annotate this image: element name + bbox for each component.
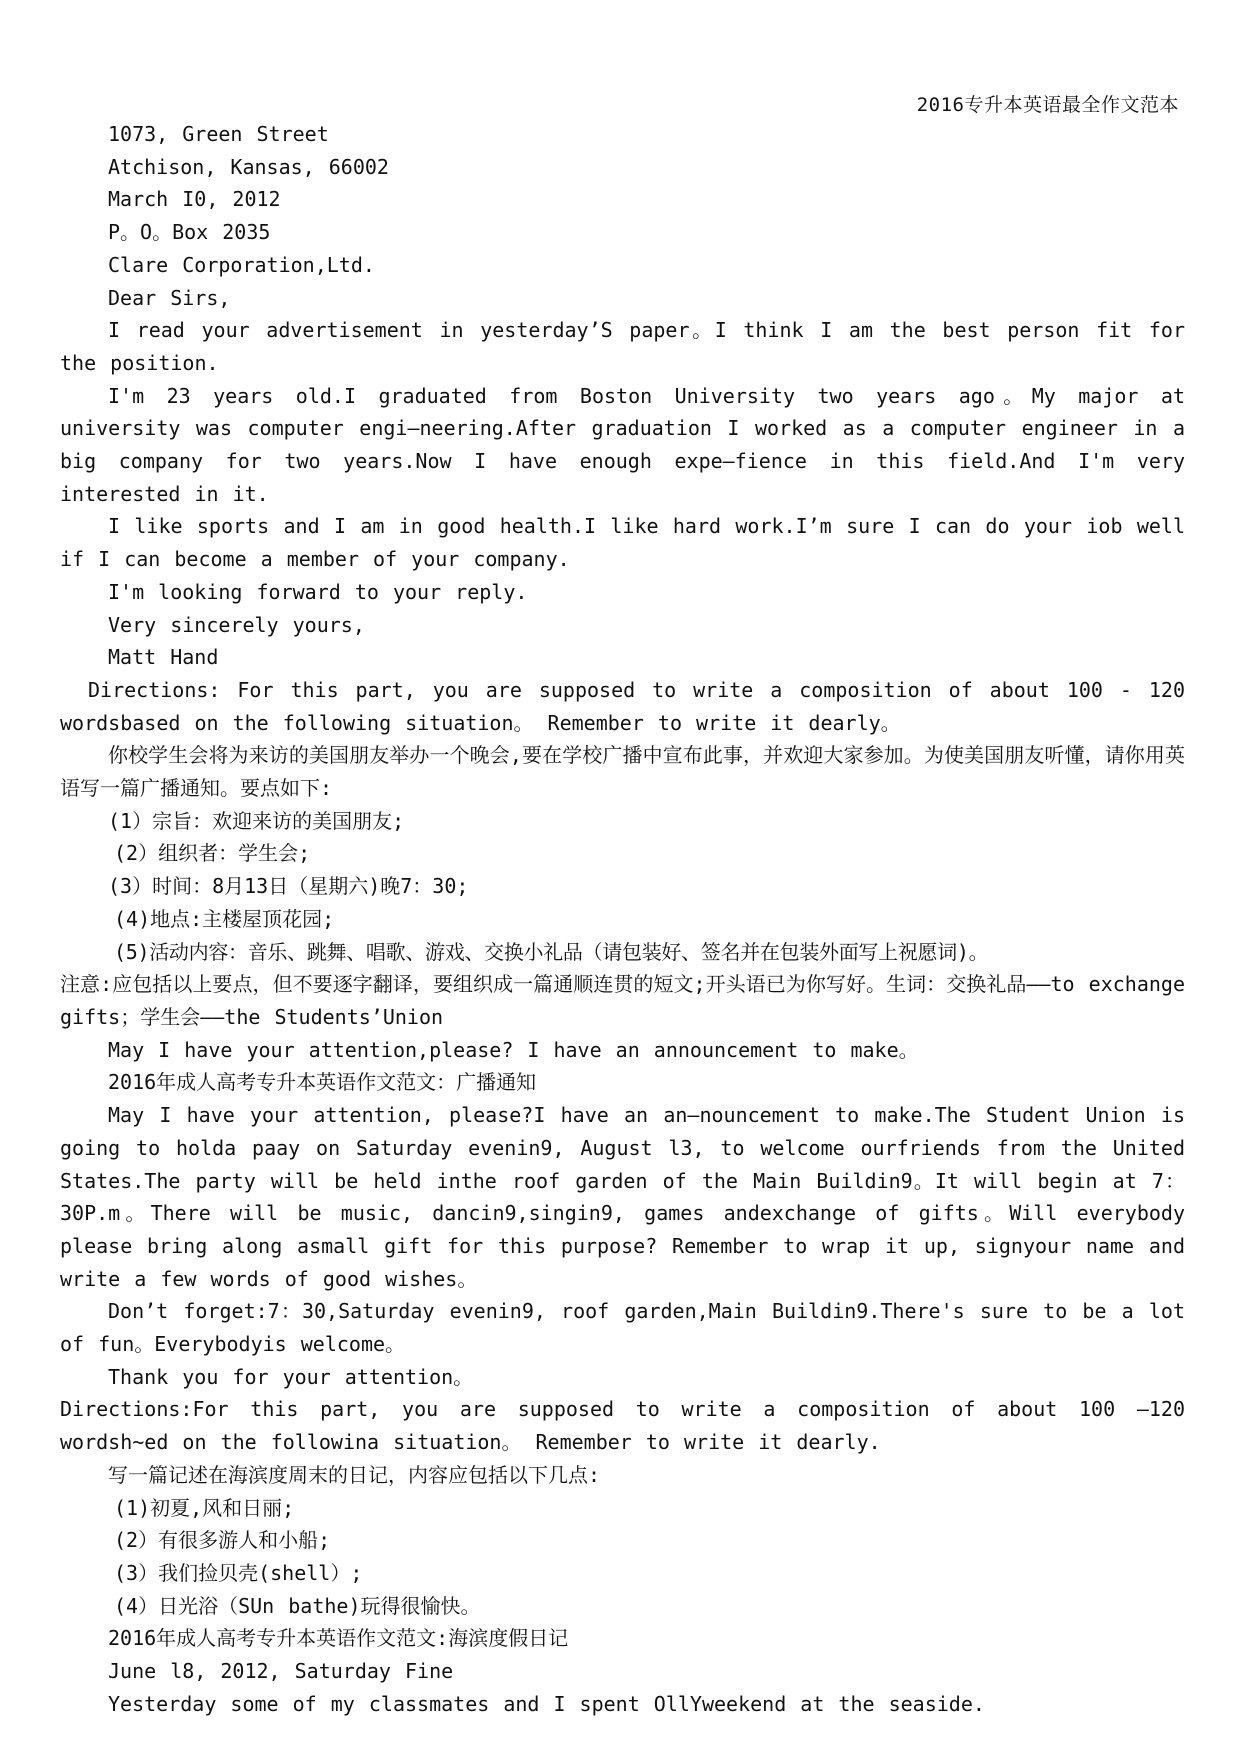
diary-date: June l8, 2012, Saturday Fine [108, 1659, 454, 1684]
task-point: (1）宗旨：欢迎来访的美国朋友; [108, 808, 405, 833]
signature: Matt Hand [108, 645, 219, 670]
directions-paragraph: Directions: For this part, you are supposed to write a composition of about 100 - 120 wordsbased on the following situation。 Remember to write it dearly。 [60, 677, 1185, 735]
announcement-paragraph: May I have your attention, please?I have an an—nouncement to make.The Student Union is going to holda paay on Saturday evenin9, August l3, to welcome ourfriends from the United States.The party will be held inthe roof garden of the Main Buildin9。It will begin at 7：30P.m。There will be music, dancin9,singin9, games andexchange of gifts。Will everybody please bring along asmall gift for this purpose? Remember to wrap it up, signyour name and write a few words of good wishes。 [60, 1103, 1185, 1291]
section-heading: 2016年成人高考专升本英语作文范文:海滨度假日记 [108, 1626, 569, 1651]
letter-date: March I0, 2012 [108, 187, 281, 212]
task-paragraph: 写一篇记述在海滨度周末的日记，内容应包括以下几点: [108, 1462, 601, 1487]
page-header: 2016专升本英语最全作文范本 [916, 94, 1179, 116]
letter-paragraph: I like sports and I am in good health.I like hard work.I’m sure I can do your iob well if I can become a member of your company. [60, 514, 1185, 572]
diary-paragraph: Yesterday some of my classmates and I spent OllYweekend at the seaside. [108, 1691, 985, 1716]
letter-paragraph: I'm 23 years old.I graduated from Boston University two years ago。My major at university was computer engi—neering.After graduation I worked as a computer engineer in a big company for two years.Now I have enough expe—fience in this field.And I'm very interested in it. [60, 383, 1185, 506]
directions-paragraph: Directions:For this part, you are supposed to write a composition of about 100 —120 wordsh~ed on the followina situation。 Remember to write it dearly. [60, 1397, 1185, 1455]
task-paragraph: 你校学生会将为来访的美国朋友举办一个晚会,要在学校广播中宣布此事，并欢迎大家参加。为使美国朋友听懂，请你用英语写一篇广播通知。要点如下: [60, 743, 1185, 801]
salutation: Dear Sirs, [108, 285, 231, 310]
recipient-company: Clare Corporation,Ltd. [108, 252, 375, 277]
announcement-paragraph: Don’t forget:7：30,Saturday evenin9, roof garden,Main Buildin9.There's sure to be a lot of fun。Everybodyis welcome。 [60, 1299, 1185, 1357]
address-line: 1073, Green Street [108, 122, 329, 146]
letter-paragraph: I'm looking forward to your reply. [108, 579, 528, 604]
letter-paragraph: I read your advertisement in yesterday’S paper。I think I am the best person fit for the position. [60, 318, 1185, 375]
opening-line: May I have your attention,please? I have an announcement to make。 [108, 1037, 919, 1062]
task-point: (1)初夏,风和日丽; [114, 1495, 295, 1520]
task-point: (2）组织者：学生会; [114, 841, 311, 866]
task-point: (3）我们捡贝壳(shell）; [114, 1560, 363, 1585]
announcement-closing: Thank you for your attention。 [108, 1364, 474, 1389]
address-city: Atchison, Kansas, 66002 [108, 154, 389, 179]
task-point: (4）日光浴（SUn bathe)玩得很愉快。 [114, 1593, 481, 1618]
task-point: (5)活动内容：音乐、跳舞、唱歌、游戏、交换小礼品（请包装好、签名并在包装外面写上祝愿词)。 [114, 939, 989, 964]
note-paragraph: 注意:应包括以上要点，但不要逐字翻译，要组织成一篇通顺连贯的短文;开头语已为你写好。生词：交换礼品——to exchange gifts；学生会——the Students’Union [60, 972, 1185, 1029]
section-heading: 2016年成人高考专升本英语作文范文：广播通知 [108, 1070, 537, 1095]
closing: Very sincerely yours, [108, 612, 365, 637]
task-point: (2）有很多游人和小船; [114, 1528, 331, 1553]
task-point: (4)地点:主楼屋顶花园; [114, 906, 335, 931]
document-body [60, 118, 1185, 1720]
po-box: P。O。Box 2035 [108, 220, 271, 245]
task-point: (3）时间：8月13日（星期六)晚7：30; [108, 874, 469, 899]
